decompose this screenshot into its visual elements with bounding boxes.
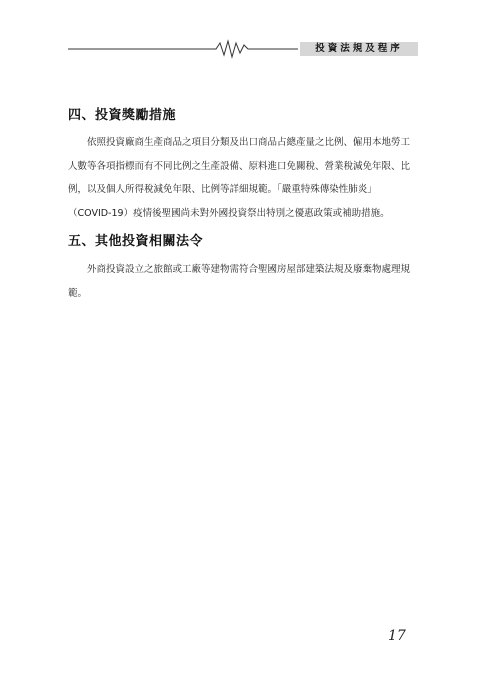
header-title: 投資法規及程序 [300,42,418,56]
section-body-other-laws [68,258,416,305]
section-heading-incentives: 四、投資獎勵措施 [68,108,177,123]
paragraph-line: （COVID-19）疫情後聖國尚未對外國投資祭出特別之優惠政策或補助措施。 [68,207,390,219]
paragraph-line: 外商投資設立之旅館或工廠等建物需符合聖國房屋部建築法規及廢棄物處理規 [87,264,411,275]
paragraph-line: 範。 [68,287,88,299]
page-number: 17 [388,628,406,644]
section-heading-other-laws: 五、其他投資相關法令 [68,234,204,249]
paragraph-line: 依照投資廠商生產商品之項目分類及出口商品占總產量之比例、僱用本地勞工 [87,137,411,148]
paragraph-line: 人數等各項指標而有不同比例之生產設備、原料進口免關稅、營業稅減免年限、比 [68,160,411,172]
section-body-incentives [68,131,416,225]
paragraph-line: 例，以及個人所得稅減免年限、比例等詳細規範。「嚴重特殊傳染性肺炎」 [68,184,377,195]
